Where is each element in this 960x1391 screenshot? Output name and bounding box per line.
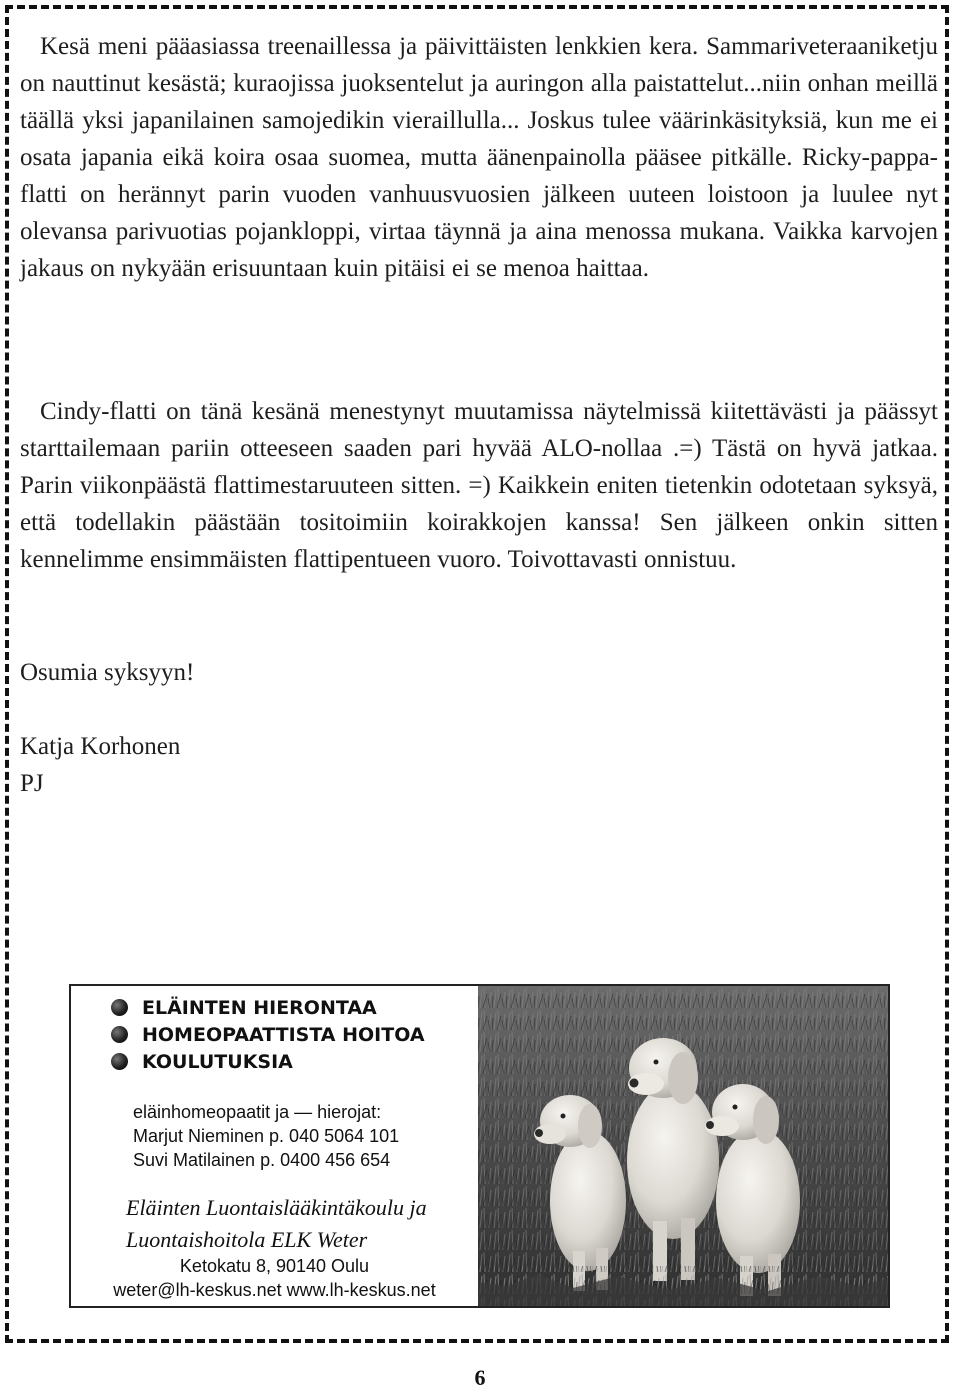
bullet-icon bbox=[111, 1026, 128, 1043]
address-block bbox=[71, 1254, 478, 1302]
service-item bbox=[111, 994, 425, 1021]
practitioner-line: Suvi Matilainen p. 0400 456 654 bbox=[133, 1150, 391, 1170]
paragraph-text: Kesä meni pääasiassa treenaillessa ja päivittäisten lenkkien kera. Sammariveteraaniketju on nauttinut kesästä; kuraojissa juoksentelut ja auringon alla paistattelut...niin onhan meillä täällä yksi japanilainen samojedikin vieraillulla... Joskus tulee väärinkäsityksiä, kun me ei osata japania eikä koira osaa suomea, mutta äänenpainolla pääsee pitkälle. Ricky-pappa-flatti on herännyt parin vuoden vanhuusvuosien jälkeen uuteen loistoon ja luulee nyt olevansa parivuotias pojankloppi, virtaa täynnä ja aina menossa mukana. Vaikka karvojen jakaus on nykyään erisuuntaan kuin pitäisi ei se menoa haittaa. bbox=[20, 33, 938, 282]
greeting-text: Osumia syksyyn! bbox=[20, 659, 195, 686]
service-list bbox=[111, 994, 425, 1075]
practitioner-line: Marjut Nieminen p. 040 5064 101 bbox=[133, 1126, 400, 1146]
bullet-icon bbox=[111, 1053, 128, 1070]
school-line: Luontaishoitola ELK Weter bbox=[126, 1227, 368, 1252]
service-label: ELÄINTEN HIERONTAA bbox=[142, 996, 377, 1019]
page-number: 6 bbox=[474, 1365, 486, 1390]
bullet-icon bbox=[111, 999, 128, 1016]
letter-paragraph-1 bbox=[20, 28, 938, 287]
school-line: Eläinten Luontaislääkintäkoulu ja bbox=[126, 1195, 427, 1220]
signature-title: PJ bbox=[20, 770, 44, 797]
school-name bbox=[126, 1192, 427, 1256]
street-address: Ketokatu 8, 90140 Oulu bbox=[179, 1256, 370, 1276]
contact-links: weter@lh-keskus.net www.lh-keskus.net bbox=[113, 1280, 436, 1300]
letter-paragraph-2 bbox=[20, 393, 938, 578]
service-label: HOMEOPAATTISTA HOITOA bbox=[142, 1023, 425, 1046]
service-item bbox=[111, 1021, 425, 1048]
advertisement-box bbox=[69, 984, 480, 1308]
service-label: KOULUTUKSIA bbox=[142, 1050, 293, 1073]
service-item bbox=[111, 1048, 425, 1075]
signature bbox=[20, 728, 938, 802]
signature-name: Katja Korhonen bbox=[20, 733, 181, 760]
paragraph-text: Cindy-flatti on tänä kesänä menestynyt muutamissa näytelmissä kiitettävästi ja päässyt starttailemaan pariin otteeseen saaden pari hyvää ALO-nollaa .=) Tästä on hyvä jatkaa. Parin viikonpäästä flattimestaruuteen sitten. =) Kaikkein eniten tietenkin odotetaan syksyä, että todellakin päästään tositoimiin koirakkojen kanssa! Sen jälkeen onkin sitten kennelimme ensimmäisten flattipentueen vuoro. Toivottavasti onnistuu. bbox=[20, 398, 938, 573]
three-golden-retrievers-photo bbox=[478, 984, 890, 1308]
greeting bbox=[20, 654, 938, 691]
practitioners-heading: eläinhomeopaatit ja — hierojat: bbox=[133, 1102, 382, 1122]
practitioners-block bbox=[133, 1100, 399, 1172]
